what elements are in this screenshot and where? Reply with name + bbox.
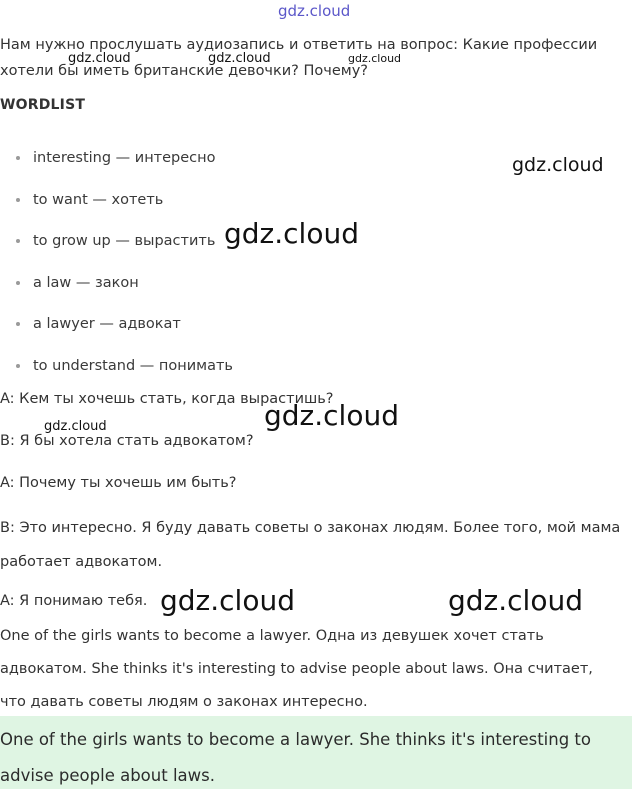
watermark-top: gdz.cloud bbox=[278, 2, 351, 20]
dialogue-line: A: Почему ты хочешь им быть? bbox=[0, 475, 237, 491]
wordlist-item-text: to want — хотеть bbox=[33, 191, 164, 208]
watermark: gdz.cloud bbox=[208, 51, 271, 66]
wordlist bbox=[0, 145, 233, 395]
wordlist-item bbox=[0, 187, 233, 229]
wordlist-item bbox=[0, 228, 233, 270]
bullet-icon bbox=[16, 239, 20, 243]
wordlist-item bbox=[0, 270, 233, 312]
wordlist-item bbox=[0, 311, 233, 353]
bullet-icon bbox=[16, 156, 20, 160]
watermark: gdz.cloud bbox=[68, 51, 131, 66]
wordlist-item-text: a law — закон bbox=[33, 274, 139, 291]
watermark: gdz.cloud bbox=[224, 217, 359, 250]
dialogue-line: A: Я понимаю тебя. bbox=[0, 593, 148, 609]
bullet-icon bbox=[16, 281, 20, 285]
watermark: gdz.cloud bbox=[512, 154, 604, 176]
bullet-icon bbox=[16, 364, 20, 368]
wordlist-heading: WORDLIST bbox=[0, 97, 86, 113]
watermark: gdz.cloud bbox=[160, 584, 295, 617]
wordlist-item bbox=[0, 145, 233, 187]
answer-text: One of the girls wants to become a lawyer. She thinks it's interesting to advise people about laws. bbox=[0, 730, 591, 785]
watermark: gdz.cloud bbox=[348, 52, 402, 65]
dialogue-line: A: Кем ты хочешь стать, когда вырастишь? bbox=[0, 391, 334, 407]
answer-box bbox=[0, 716, 632, 789]
watermark: gdz.cloud bbox=[264, 399, 399, 432]
watermark: gdz.cloud bbox=[448, 584, 583, 617]
bullet-icon bbox=[16, 322, 20, 326]
bullet-icon bbox=[16, 198, 20, 202]
translation-paragraph: One of the girls wants to become a lawyer. Одна из девушек хочет стать адвокатом. She thinks it's interesting to advise people about laws. Она считает, что давать советы людям о законах интересно. bbox=[0, 628, 593, 710]
wordlist-item-text: to understand — понимать bbox=[33, 357, 233, 374]
dialogue-line: B: Я бы хотела стать адвокатом? bbox=[0, 433, 254, 449]
watermark: gdz.cloud bbox=[44, 419, 107, 434]
dialogue-line: B: Это интересно. Я буду давать советы о законах людям. Более того, мой мама работает адвокатом. bbox=[0, 520, 621, 570]
wordlist-item-text: to grow up — вырастить bbox=[33, 233, 216, 250]
task-question: Нам нужно прослушать аудиозапись и ответить на вопрос: Какие профессии хотели бы иметь британские девочки? Почему? bbox=[0, 37, 598, 79]
wordlist-item-text: interesting — интересно bbox=[33, 150, 216, 166]
wordlist-item-text: a lawyer — адвокат bbox=[33, 316, 181, 333]
